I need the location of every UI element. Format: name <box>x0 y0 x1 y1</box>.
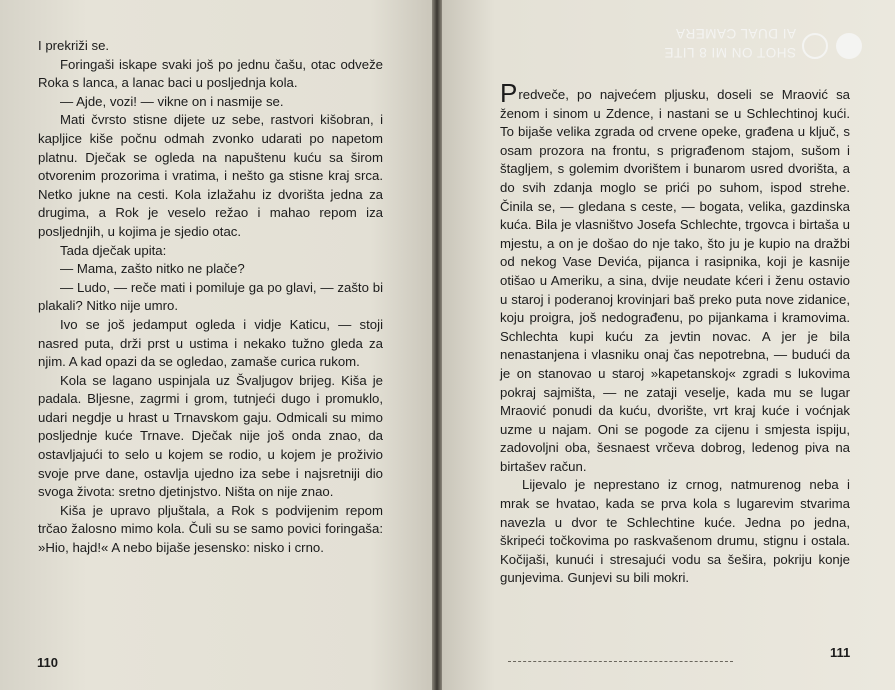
paragraph: Lijevalo je neprestano iz crnog, natmurenog neba i mrak se hvatao, kada se prva kola s lugarevim stvarima navezla u dvor te Schlechtine kuće. Jedna po jedna, škripeći točkovima po raskvašenom drumu, stignu i ostala. Kočijaši, kunući i stresajući vodu sa šešira, pokriju konje gunjevima. Gunjevi su bili mokri. <box>500 477 850 586</box>
page-number-right: 111 <box>830 645 851 660</box>
paragraph-body: redveče, po najvećem pljusku, doseli se Mraović sa ženom i sinom u Zdence, i nastani se u Schlechtinoj kući. To bijaše velika zgrada od crvene opeke, građena u ključ, s osam prozora na frontu, s prigrađenom stajom, sušom i štagljem, s golemim dvorištem i bunarom usred dvorišta, a do svih zdanja moglo se prići po suhom, ispod strehe. Činila se, — gledana s ceste, — bogata, velika, gazdinska kuća. Bila je vlasništvo Josefa Schlechte, trgovca i birtaša u mjestu, a on je došao do nje tako, što ju je kupio na dražbi od nekog Vase Devića, pijanca i rasipnika, koji je kasnije otišao u Ameriku, a sina, dvije neudate kćeri i ženu ostavio u staroj i poderanoj krovinjari baš preko puta nove zidanice, koju proigra, još nedograđenu, po pijankama i kramovima. Schlechta kupi kuću za jevtin novac. A jer je bila nenastanjena i vlasniku onaj čas nepotrebna, — budući da je on stanovao u staroj »kapetanskoj« zgradi s lukovima pokraj sajmišta, — ne zataji veselje, kada mu se lugar Mraović ponudi da kuću, dvorište, vrt kraj kuće i voćnjak uzme u najam. Oni se pogode za cijenu i smjesta ispiju, zadovoljni oba, šesnaest vrčeva dobrog, ledenog piva na birtašev račun. <box>500 87 850 474</box>
paragraph: Ivo se još jedamput ogleda i vidje Katicu, — stoji nasred puta, drži prst u ustima i nekako tužno gleda za njim. A kad opazi da se ogledao, zamaše curica rukom. <box>38 316 383 370</box>
paragraph: Foringaši iskape svaki još po jednu čašu, otac odveže Roka s lanca, a lanac baci u posljednja kola. <box>38 56 383 91</box>
paragraph <box>500 78 850 476</box>
drop-cap: P <box>500 78 518 108</box>
camera-watermark <box>628 24 796 62</box>
paragraph: Kiša je upravo pljuštala, a Rok s podvijenim repom trčao žalosno mimo kola. Čuli su se samo povici foringaša: »Hio, hajd!« A nebo bijaše jesensko: nisko i crno. <box>38 502 383 556</box>
paragraph: — Ludo, — reče mati i pomiluje ga po glavi, — zašto bi plakali? Nitko nije umro. <box>38 279 383 314</box>
camera-lens-dot-icon <box>836 33 862 59</box>
left-page-text <box>38 37 383 558</box>
paragraph: Tada dječak upita: <box>60 242 167 258</box>
watermark-line-2: AI DUAL CAMERA <box>675 26 796 41</box>
page-number-left: 110 <box>37 655 58 670</box>
watermark-line-1: SHOT ON MI 8 LITE <box>663 45 796 60</box>
paragraph: Mati čvrsto stisne dijete uz sebe, rastvori kišobran, i kapljice kiše počnu odmah zvonko udarati po napetom platnu. Dječak se ogleda na napuštenu kuću sa širom otvorenim prozorima i vratima, i nešto ga stisne kraj srca. Netko jukne na cesti. Kola izlažahu iz dvorišta jedna za drugima, a Rok je veselo režao i mahao repom iza posljednjih, u kojima je sjedio otac. <box>38 112 383 239</box>
paragraph: — Mama, zašto nitko ne plače? <box>60 261 245 277</box>
paragraph: I prekriži se. <box>38 38 110 53</box>
footer-rule <box>508 661 733 662</box>
right-page-text <box>500 78 850 588</box>
camera-lens-ring-icon <box>802 33 828 59</box>
paragraph: Kola se lagano uspinjala uz Švaljugov brijeg. Kiša je padala. Bljesne, zagrmi i grom, tutnjeći dugo i promuklo, udari negdje u hrast u Trnavskom gaju. Odmicali su mimo posljednje kuće Trnave. Dječak nije još onda znao, da ostavljajući to selo u kojem se rodio, u kojem je proživio svoje prve dane, ostavlja ujedno iza sebe i najsretniji dio svoga života: sretno djetinjstvo. Ništa on nije znao. <box>38 372 383 500</box>
paragraph: — Ajde, vozi! — vikne on i nasmije se. <box>60 93 284 109</box>
book-spine <box>432 0 442 690</box>
